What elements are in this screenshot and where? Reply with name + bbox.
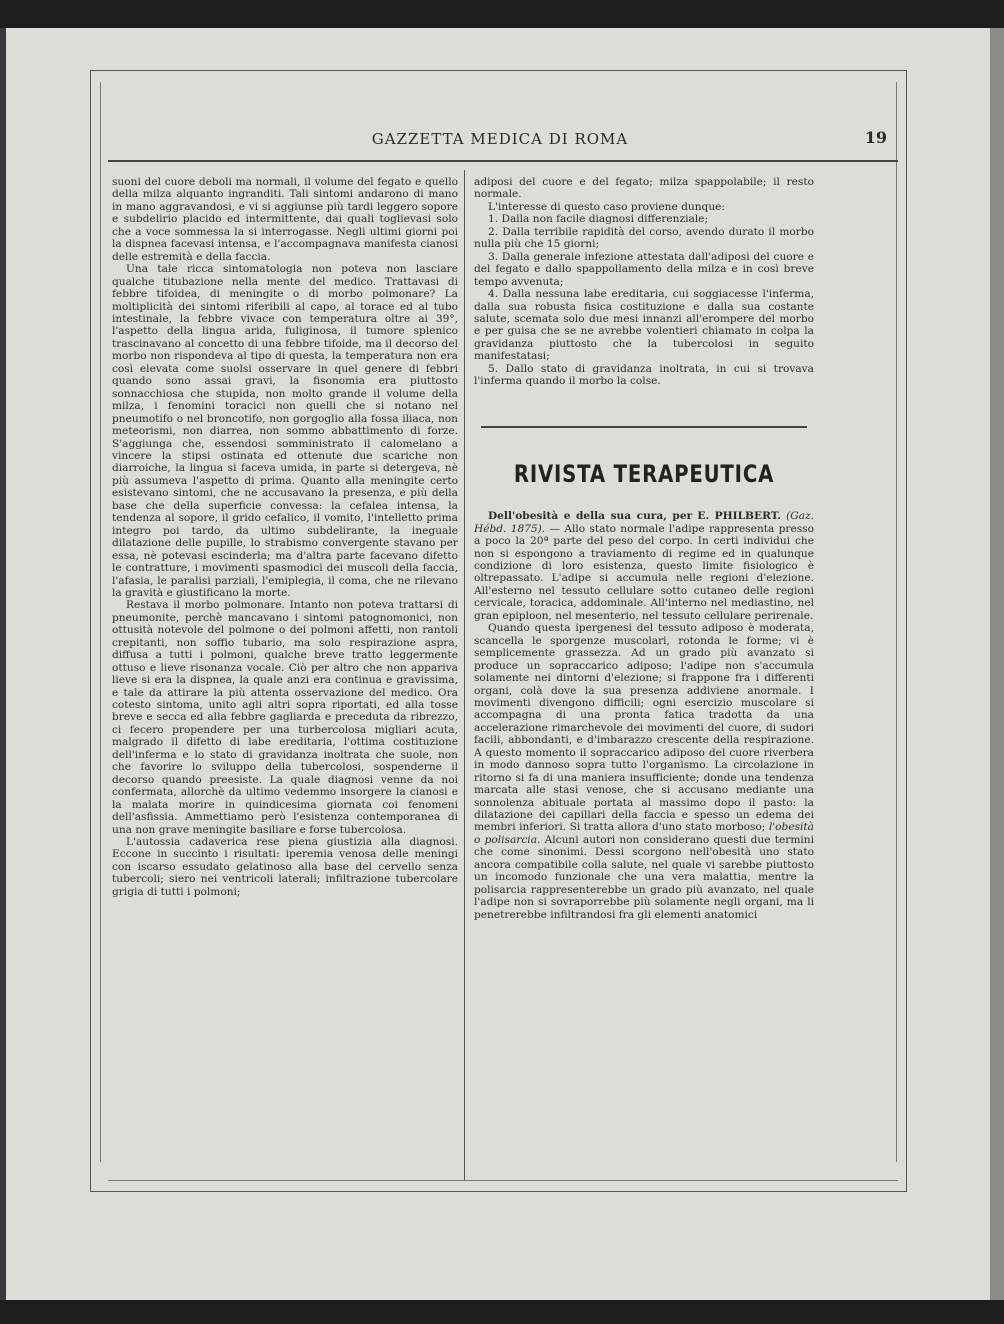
article-text: — Allo stato normale l'adipe rappresenta presso a poco la 20ª parte del peso del corpo. In certi individui che non si espongono a traviamento di regime ed in qualunque condizione di loro esistenza, questo limite fisiologico è oltrepassato. L'adipe si accumula nelle regioni d'elezione. All'esterno nel tessuto cellulare sotto cutaneo delle regioni cervicale, toracica, addominale. All'interno nel mediastino, nel gran epiploon, nel mesenterio, nel tessuto cellulare perirenale.	[474, 522, 814, 622]
article-italic-term: l'obesità o polisarcia.	[474, 821, 814, 846]
paragraph: L'autossia cadaverica rese piena giustizia alla diagnosi. Eccone in succinto i risultati: iperemia venosa delle meningi con iscarso essudato gelatinoso alla base del cervello senza tubercoli; siero nei ventricoli laterali; infiltrazione tubercolare grigia di tutti i polmoni;	[112, 836, 458, 898]
article-author: E. PHILBERT.	[697, 510, 781, 523]
list-item: 1. Dalla non facile diagnosi differenziale;	[488, 213, 709, 226]
left-column	[112, 176, 458, 1176]
numbered-list	[474, 213, 814, 387]
page-number: 19	[864, 128, 887, 147]
paragraph: Una tale ricca sintomatologia non poteva non lasciare qualche titubazione nella mente del medico. Trattavasi di febbre tifoidea, di meningite o di morbo polmonare? La moltiplicità dei sintomi riferibili al capo, al torace ed al tubo intestinale, la febbre vivace con temperatura oltre ai 39°, l'aspetto della lingua arida, fuliginosa, il tumore splenico trascinavano al concetto di una febbre tifoide, ma il decorso del morbo non rispondeva al tipo di questa, la temperatura non era così elevata come suolsi osservare in quel genere di febbri quando sono assai gravi, la fisonomia era piuttosto sonnacchiosa che stupida, non molto grande il volume della milza, i fenomini toracici non quelli che si notano nel pneumotifo o nel broncotifo, non gorgoglio alla fossa iliaca, non meteorismi, non diarrea, non sommo abbattimento di forze. S'aggiunga che, essendosi somministrato il calomelano a vincere la stipsi ostinata ed ottenute due scariche non diarroiche, la lingua si faceva umida, in parte si detergeva, nè più assumeva l'aspetto di prima. Quanto alla meningite certo esistevano sintomi, che ne accusavano la presenza, e più della base che della superficie convessa: la cefalea intensa, la tendenza al sopore, il grido cefalico, il vomito, l'intelletto prima integro poi tardo, da ultimo subdelirante, la ineguale dilatazione delle pupille, lo strabismo convergente stavano per essa, nè potevasi escinderla; ma d'altra parte facevano difetto le contratture, i movimenti spasmodici dei muscoli della faccia, l'afasia, le paralisi parziali, l'emiplegia, il coma, che ne rilevano la gravità e giustificano la morte.	[112, 263, 458, 599]
scan-border-bottom	[0, 1300, 1004, 1324]
article-text: Alcuni autori non considerano questi due termini che come sinonimi. Dessi scorgono nell'obesità uno stato ancora compatibile colla salute, nel quale vi sarebbe piuttosto un incomodo funzionale che una vera malattia, mentre la polisarcia rappresenterebbe un grado più avanzato, nel quale l'adipe non si sovraporrebbe più solamente negli organi, ma li penetrerebbe infiltrandosi fra gli elementi anatomici	[474, 833, 814, 921]
article-paragraph	[474, 622, 814, 921]
article-source: (Gaz. Hébd. 1875).	[474, 510, 814, 535]
article-text: Quando questa ipergenesi del tessuto adiposo è moderata, scancella le sporgenze muscolari, rotonda le forme; vi è semplicemente grassezza. Ad un grado più avanzato si produce un sopraccarico adiposo; l'adipe non s'accumula solamente nei dintorni d'elezione; si frappone fra i differenti organi, colà dove la sua presenza addiviene anormale. I movimenti divengono difficili; ogni esercizio muscolare si accompagna di una pronta fatica tradotta da una accelerazione rimarchevole dei movimenti del cuore, di sudori facili, abbondanti, e d'imbarazzo crescente della respirazione. A questo momento il sopraccarico adiposo del cuore riverbera in modo dannoso sopra tutto l'organismo. La circolazione in ritorno si fa di una maniera insufficiente; donde una tendenza marcata alle stasi venose, che si accusano mediante una sonnolenza abituale portata al massimo dopo il pasto: la dilatazione dei capillari della faccia e spesso un edema dei membri inferiori. Si tratta allora d'uno stato morboso;	[474, 622, 814, 834]
article-title: Dell'obesità e della sua cura, per	[488, 510, 693, 523]
section-rule	[481, 426, 807, 428]
right-column	[474, 176, 814, 1176]
list-item: 2. Dalla terribile rapidità del corso, avendo durato il morbo nulla più che 15 giorni;	[474, 225, 814, 251]
header-rule	[108, 160, 898, 162]
paragraph: suoni del cuore deboli ma normali, il volume del fegato e quello della milza alquanto ingranditi. Tali sintomi andarono di mano in mano aggravandosi, e vi si aggiunse più tardi leggero sopore e subdelirio placido ed intermittente, dai quali toglievasi solo che a voce sommessa la si interrogasse. Negli ultimi giorni poi la dispnea facevasi intensa, e l'accompagnava manifesta cianosi delle estremità e della faccia.	[112, 176, 458, 263]
scan-border-top	[0, 0, 1004, 28]
article-paragraph	[474, 510, 814, 622]
list-item: 5. Dallo stato di gravidanza inoltrata, in cui si trovava l'inferma quando il morbo la colse.	[474, 362, 814, 388]
list-heading: L'interesse di questo caso proviene dunque:	[488, 200, 726, 213]
paragraph: adiposi del cuore e del fegato; milza spappolabile; il resto normale.	[474, 176, 814, 201]
scan-border-right	[990, 28, 1004, 1300]
running-title: GAZZETTA MEDICA DI ROMA	[371, 130, 629, 148]
running-head	[105, 128, 895, 158]
list-item: 4. Dalla nessuna labe ereditaria, cui soggiacesse l'inferma, dalla sua robusta fisica costituzione e dalla sua costante salute, scemata solo due mesi innanzi all'erompere del morbo e per guisa che se ne avrebbe volentieri chiamato in colpa la gravidanza piuttosto che la tubercolosi in seguito manifestatasi;	[474, 288, 814, 363]
section-title: RIVISTA TERAPEUTICA	[513, 459, 775, 488]
list-item: 3. Dalla generale infezione attestata dall'adiposi del cuore e del fegato e dallo spappollamento della milza e in così breve tempo avvenuta;	[474, 250, 814, 288]
bottom-rule	[108, 1180, 898, 1181]
paragraph: Restava il morbo polmonare. Intanto non poteva trattarsi di pneumonite, perchè mancavano i sintomi patognomonici, non ottusità notevole del polmone o dei polmoni affetti, non rantoli crepitanti, non soffio tubario, ma solo respirazione aspra, diffusa a tutti i polmoni, qualche breve tratto leggermente ottuso e lieve risonanza vocale. Ciò per altro che non appariva lieve si era la dispnea, la quale anzi era continua e gravissima, e tale da attirare la più attenta osservazione del medico. Ora cotesto sintoma, unito agli altri sopra riportati, ed alla tosse breve e secca ed alla febbre gagliarda e preceduta da ribrezzo, ci fecero propendere per una turbercolosa migliari acuta, malgrado il difetto di labe ereditaria, l'ottima costituzione dell'inferma e lo stato di gravidanza inoltrata che suole, non che favorire lo sviluppo della tubercolosi, sospenderne il decorso quando preesiste. La quale diagnosi venne da noi confermata, allorchè da ultimo vedemmo insorgere la cianosi e la malata morire in quindicesima giornata coi fenomeni dell'asfissia. Ammettiamo però l'esistenza contemporanea di una non grave meningite basiliare e forse tubercolosa.	[112, 599, 458, 836]
column-divider	[464, 170, 465, 1180]
